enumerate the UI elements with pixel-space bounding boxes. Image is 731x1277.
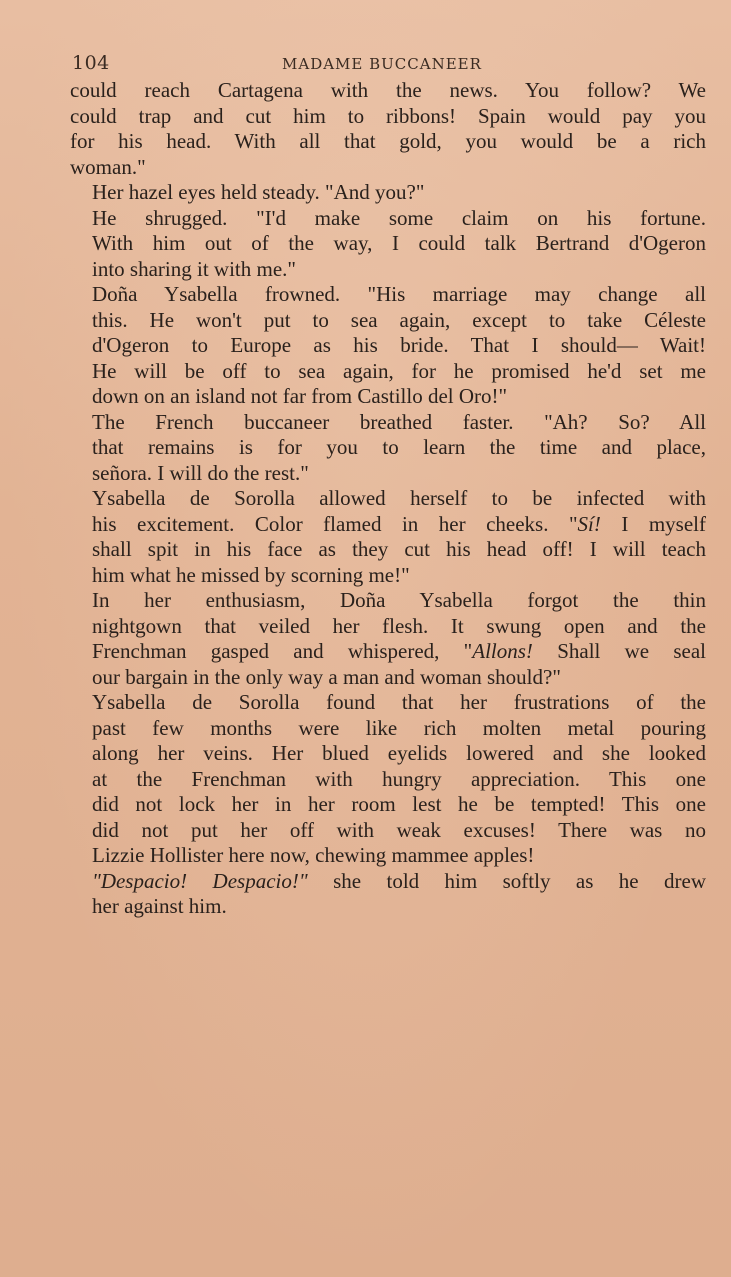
text-line: this. He won't put to sea again, except to take Céleste [92, 307, 706, 332]
text-line: Her hazel eyes held steady. "And you?" [92, 180, 425, 204]
paragraph [58, 486, 706, 588]
text-line: along her veins. Her blued eyelids lowered and she looked [92, 741, 706, 765]
page-number: 104 [72, 52, 110, 74]
text-line: Frenchman gasped and whispered, "Allons! Shall we seal [92, 639, 707, 663]
text-line: did not put her off with weak excuses! There was no [92, 817, 706, 842]
paragraph [58, 206, 706, 283]
text-line: him what he missed by scorning me!" [92, 562, 410, 587]
text-line: In her enthusiasm, Doña Ysabella forgot the thin [92, 588, 706, 612]
text-line: He shrugged. "I'd make some claim on his fortune. [92, 205, 706, 230]
text-line: could reach Cartagena with the news. You follow? We [70, 78, 706, 102]
paragraph [58, 588, 706, 690]
text-line: The French buccaneer breathed faster. "Ah? So? All [92, 409, 706, 434]
text-line: past few months were like rich molten metal pouring [92, 715, 706, 740]
paragraph [58, 78, 706, 180]
text-line: Ysabella de Sorolla found that her frustrations of the [92, 690, 706, 714]
text-line: into sharing it with me." [92, 256, 296, 281]
paragraph [58, 282, 706, 410]
text-line: down on an island not far from Castillo del Oro!" [92, 384, 508, 408]
paragraph [58, 180, 706, 206]
body-text [58, 78, 706, 920]
paragraph [58, 869, 706, 920]
italic-word: Allons! [472, 639, 533, 663]
book-title: MADAME BUCCANEER [282, 55, 482, 73]
text-line: our bargain in the only way a man and woman should?" [92, 664, 561, 689]
text-line: With him out of the way, I could talk Bertrand d'Ogeron [92, 231, 706, 255]
text-line: her against him. [92, 894, 227, 918]
text-line: Doña Ysabella frowned. "His marriage may change all [92, 282, 706, 306]
text-line: for his head. With all that gold, you would be a rich [70, 129, 706, 153]
text-line: "Despacio! Despacio!" she told him softly as he drew [92, 868, 706, 893]
text-line: that remains is for you to learn the time and place, [92, 435, 706, 459]
text-line: did not lock her in her room lest he be tempted! This one [92, 792, 706, 816]
text-line: Ysabella de Sorolla allowed herself to be infected with [92, 486, 706, 510]
running-head [72, 52, 702, 76]
text-line: señora. I will do the rest." [92, 460, 309, 485]
italic-phrase: "Despacio! Despacio!" [92, 868, 308, 893]
text-line: shall spit in his face as they cut his head off! I will teach [92, 537, 706, 561]
italic-word: Sí! [577, 511, 601, 536]
text-line: his excitement. Color flamed in her cheeks. "Sí! I myself [92, 511, 706, 536]
text-line: Lizzie Hollister here now, chewing mammee apples! [92, 843, 535, 867]
text-line: woman." [70, 154, 146, 179]
text-line: d'Ogeron to Europe as his bride. That I should— Wait! [92, 333, 706, 357]
text-line: at the Frenchman with hungry appreciation. This one [92, 766, 706, 791]
text-line: nightgown that veiled her flesh. It swung open and the [92, 613, 706, 638]
text-line: could trap and cut him to ribbons! Spain would pay you [70, 103, 706, 128]
paragraph [58, 410, 706, 487]
text-line: He will be off to sea again, for he promised he'd set me [92, 358, 706, 383]
paragraph [58, 690, 706, 869]
